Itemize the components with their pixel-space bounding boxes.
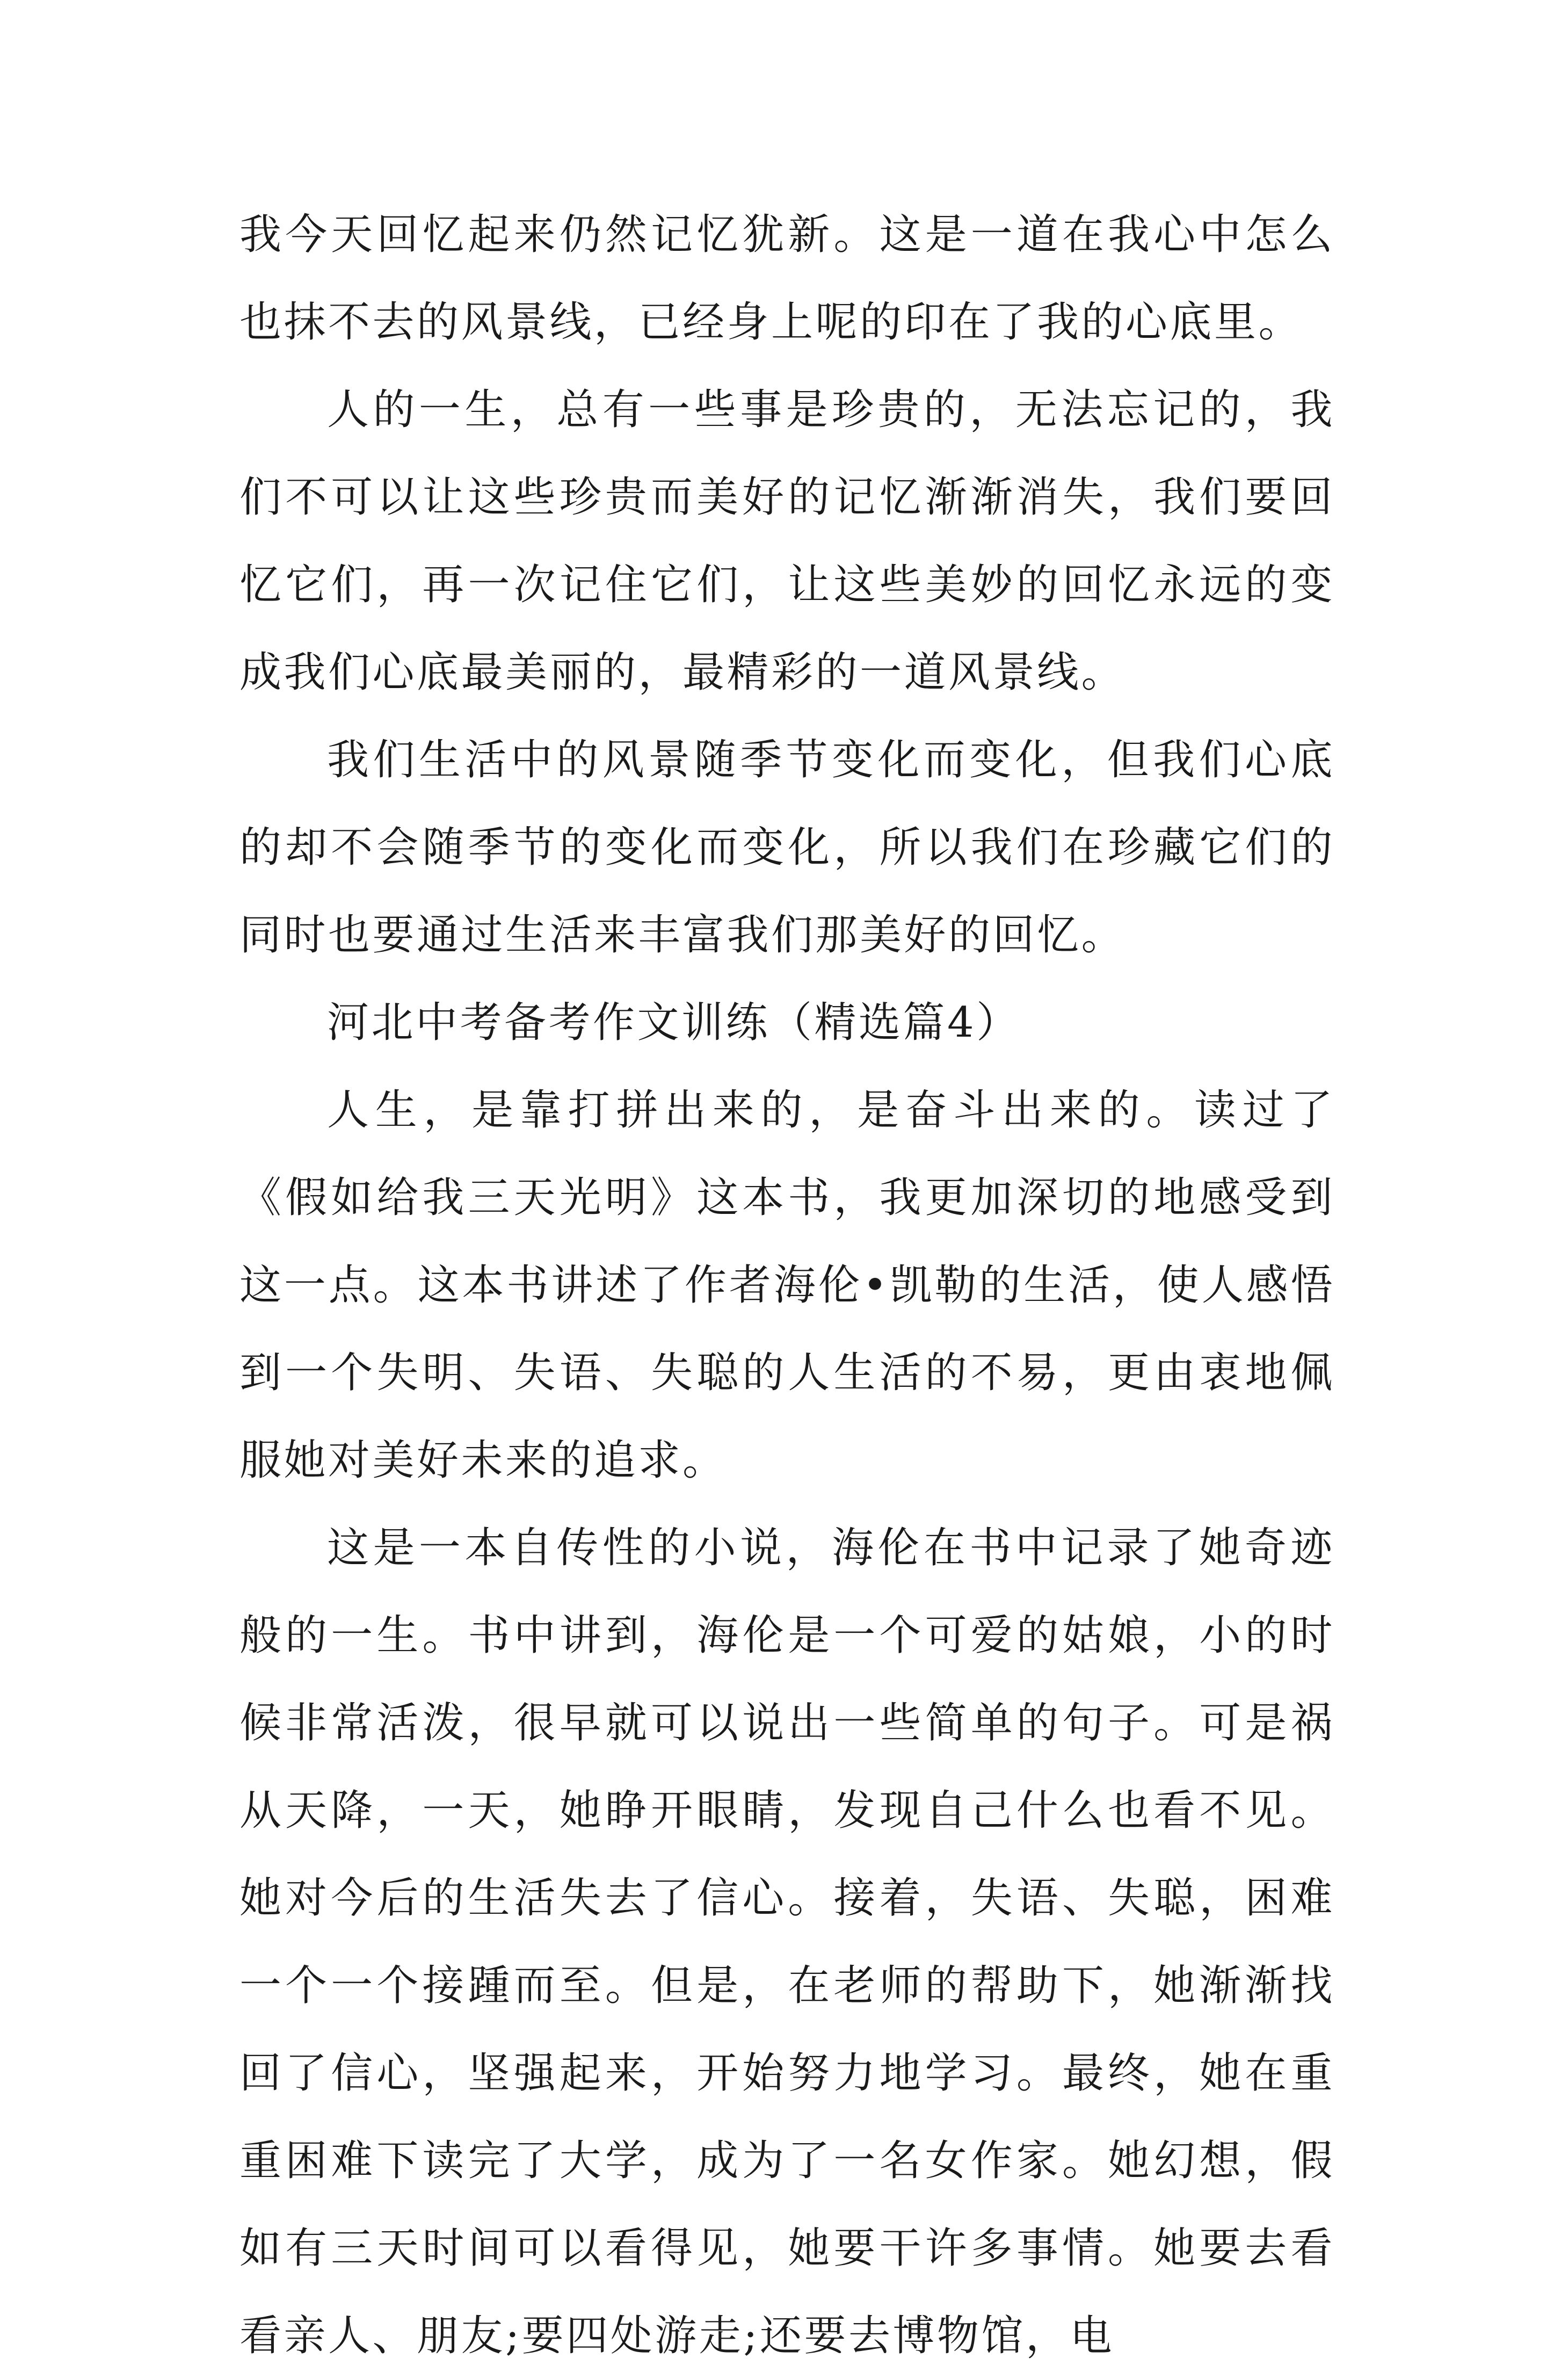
section-heading: 河北中考备考作文训练（精选篇4） — [327, 999, 1021, 1047]
paragraph-continuation: 我今天回忆起来仍然记忆犹新。这是一道在我心中怎么也抹不去的风景线，已经身上呢的印在了我的心底里。 — [239, 211, 1335, 346]
paragraph: 人生，是靠打拼出来的，是奋斗出来的。读过了《假如给我三天光明》这本书，我更加深切的地感受到这一点。这本书讲述了作者海伦•凯勒的生活，使人感悟到一个失明、失语、失聪的人生活的不易，更由衷地佩服她对美好未来的追求。 — [239, 1086, 1335, 1485]
body-text — [239, 191, 1335, 2380]
paragraph: 人的一生，总有一些事是珍贵的，无法忘记的，我们不可以让这些珍贵而美好的记忆渐渐消失，我们要回忆它们，再一次记住它们，让这些美妙的回忆永远的变成我们心底最美丽的，最精彩的一道风景线。 — [239, 386, 1335, 697]
paragraph: 这是一本自传性的小说，海伦在书中记录了她奇迹般的一生。书中讲到，海伦是一个可爱的姑娘，小的时候非常活泼，很早就可以说出一些简单的句子。可是祸从天降，一天，她睁开眼睛，发现自己什么也看不见。她对今后的生活失去了信心。接着，失语、失聪，困难一个一个接踵而至。但是，在老师的帮助下，她渐渐找回了信心，坚强起来，开始努力地学习。最终，她在重重困难下读完了大学，成为了一名女作家。她幻想，假如有三天时间可以看得见，她要干许多事情。她要去看看亲人、朋友;要四处游走;还要去博物馆，电 — [239, 1524, 1335, 2360]
paragraph: 我们生活中的风景随季节变化而变化，但我们心底的却不会随季节的变化而变化，所以我们在珍藏它们的同时也要通过生活来丰富我们那美好的回忆。 — [239, 736, 1335, 959]
